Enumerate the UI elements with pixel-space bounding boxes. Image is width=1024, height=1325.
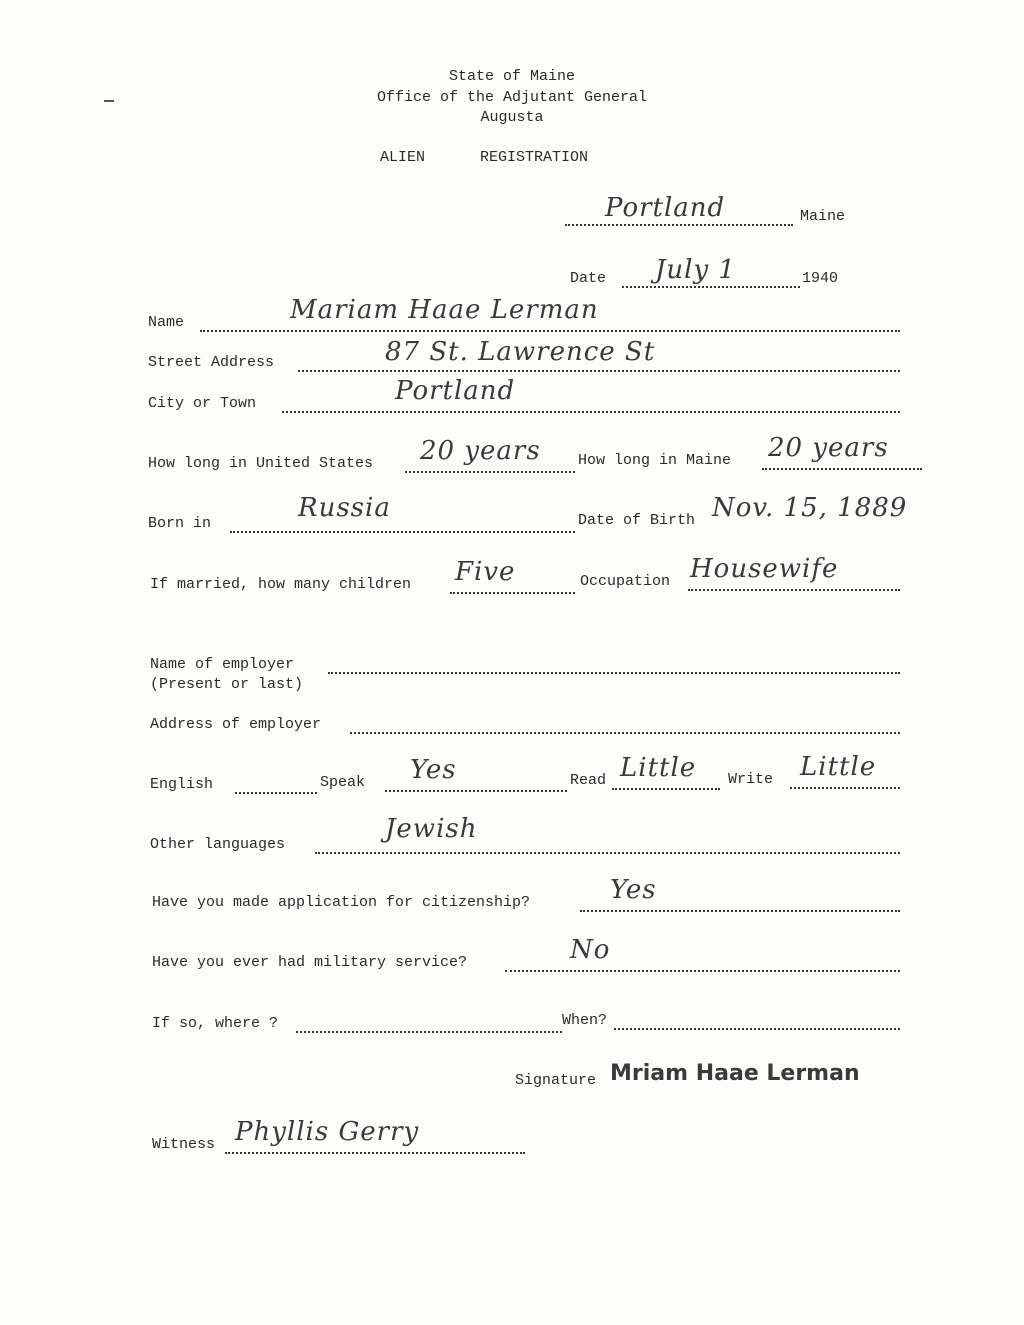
where-dots: [296, 1029, 562, 1033]
street-value: 87 St. Lawrence St: [385, 337, 656, 367]
write-dots: [790, 785, 900, 789]
military-dots: [505, 968, 900, 972]
header-city: Augusta: [480, 109, 544, 126]
read-dots: [612, 786, 720, 790]
write-value: Little: [800, 752, 877, 782]
signature-value: Mriam Haae Lerman: [610, 1061, 860, 1086]
where-label: If so, where ?: [152, 1015, 279, 1032]
header-state: State of Maine: [448, 68, 576, 85]
english-dots: [235, 790, 317, 794]
speak-value: Yes: [410, 755, 457, 785]
title-registration: REGISTRATION: [480, 149, 589, 166]
other-languages-value: Jewish: [385, 814, 478, 844]
us-duration-value: 20 years: [420, 436, 541, 466]
speak-dots: [385, 788, 567, 792]
military-label: Have you ever had military service?: [152, 954, 468, 971]
signature-label: Signature: [515, 1072, 597, 1089]
location-value: Portland: [605, 193, 726, 223]
speak-label: Speak: [320, 774, 366, 791]
when-label: When?: [562, 1012, 608, 1029]
employer-address-dots: [350, 730, 900, 734]
city-dots: [282, 409, 900, 413]
witness-dots: [225, 1150, 525, 1154]
born-in-value: Russia: [298, 493, 391, 523]
employer-address-label: Address of employer: [150, 716, 322, 733]
header-office: Office of the Adjutant General: [376, 89, 648, 106]
dob-label: Date of Birth: [578, 512, 696, 529]
children-value: Five: [455, 557, 516, 587]
born-in-label: Born in: [148, 515, 212, 532]
date-year: 1940: [802, 270, 839, 287]
us-duration-dots: [405, 469, 575, 473]
name-label: Name: [148, 314, 185, 331]
street-dots: [298, 368, 900, 372]
when-dots: [614, 1026, 900, 1030]
born-in-dots: [230, 529, 575, 533]
city-value: Portland: [395, 376, 516, 406]
other-languages-dots: [315, 850, 900, 854]
other-languages-label: Other languages: [150, 836, 286, 853]
military-value: No: [570, 935, 611, 965]
me-duration-dots: [762, 466, 922, 470]
witness-label: Witness: [152, 1136, 216, 1153]
dob-value: Nov. 15, 1889: [712, 493, 908, 523]
employer-dots: [328, 670, 900, 674]
read-label: Read: [570, 772, 607, 789]
date-value: July 1: [655, 255, 736, 285]
children-dots: [450, 590, 575, 594]
children-label: If married, how many children: [150, 576, 412, 593]
write-label: Write: [728, 771, 774, 788]
citizenship-value: Yes: [610, 875, 657, 905]
me-duration-value: 20 years: [768, 433, 889, 463]
occupation-dots: [688, 587, 900, 591]
citizenship-dots: [580, 908, 900, 912]
witness-value: Phyllis Gerry: [235, 1117, 420, 1147]
employer-label: Name of employer: [150, 656, 295, 673]
name-value: Mariam Haae Lerman: [290, 295, 599, 325]
location-suffix: Maine: [800, 208, 846, 225]
name-dots: [200, 328, 900, 332]
me-duration-label: How long in Maine: [578, 452, 732, 469]
city-label: City or Town: [148, 395, 257, 412]
read-value: Little: [620, 753, 697, 783]
street-label: Street Address: [148, 354, 275, 371]
employer-sublabel: (Present or last): [150, 676, 304, 693]
us-duration-label: How long in United States: [148, 455, 374, 472]
margin-mark: [104, 100, 114, 102]
occupation-label: Occupation: [580, 573, 671, 590]
citizenship-label: Have you made application for citizenship?: [152, 894, 531, 911]
occupation-value: Housewife: [690, 554, 839, 584]
date-label: Date: [570, 270, 607, 287]
title-alien: ALIEN: [380, 149, 426, 166]
english-label: English: [150, 776, 214, 793]
